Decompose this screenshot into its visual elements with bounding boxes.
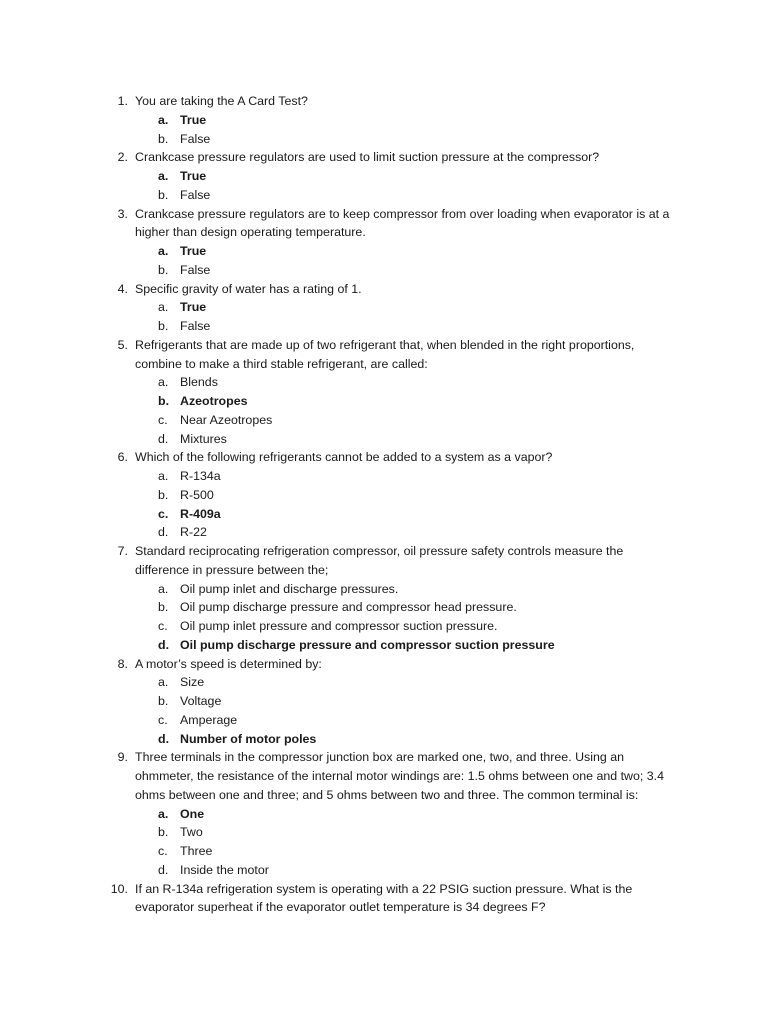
question-body: You are taking the A Card Test? [135, 94, 308, 108]
option-text: Oil pump discharge pressure and compressor suction pressure [180, 637, 555, 652]
option-text: Mixtures [180, 431, 227, 446]
answer-option [0, 261, 768, 280]
option-text: Oil pump discharge pressure and compressor head pressure. [180, 600, 517, 615]
option-letter: c. [158, 844, 168, 858]
answer-option [0, 523, 768, 542]
option-text: Oil pump inlet and discharge pressures. [180, 581, 399, 596]
question-body: Standard reciprocating refrigeration compressor, oil pressure safety controls measure the difference in pressure between the; [135, 544, 624, 577]
option-text: True [180, 112, 207, 127]
question-text [0, 205, 768, 243]
answer-option [0, 430, 768, 449]
answer-option [0, 130, 768, 149]
question-item [0, 748, 768, 879]
option-text: One [180, 806, 205, 821]
option-letter: a. [158, 806, 169, 821]
answer-options [0, 373, 768, 448]
answer-option [0, 861, 768, 880]
option-letter: a. [158, 469, 169, 483]
option-letter: c. [158, 619, 168, 633]
option-text: Three [180, 844, 213, 858]
answer-option-correct [0, 167, 768, 186]
answer-option [0, 186, 768, 205]
answer-options [0, 673, 768, 748]
document-page [0, 92, 768, 917]
answer-option-correct [0, 111, 768, 130]
question-text [0, 336, 768, 374]
option-text: False [180, 262, 211, 277]
question-item [0, 448, 768, 542]
question-item [0, 880, 768, 918]
option-letter: b. [158, 394, 170, 408]
option-letter: a. [158, 375, 169, 390]
answer-option-correct [0, 730, 768, 749]
option-text: R-500 [180, 487, 214, 502]
question-number: 4. [117, 281, 128, 296]
option-letter: a. [158, 244, 169, 258]
question-body: A motor’s speed is determined by: [135, 656, 322, 671]
question-text [0, 92, 768, 111]
answer-options [0, 467, 768, 542]
option-letter: c. [158, 412, 168, 427]
question-number: 6. [117, 450, 128, 465]
option-text: R-409a [180, 506, 221, 521]
question-text [0, 880, 768, 918]
question-item [0, 336, 768, 449]
option-text: Size [180, 675, 205, 690]
question-item [0, 148, 768, 204]
option-text: True [180, 169, 207, 183]
question-body: Three terminals in the compressor junction box are marked one, two, and three. Using an ohmmeter, the resistance of the internal motor windings are: 1.5 ohms between one and two; 3.4 ohms between one and three; and 5 ohms between two and three. The common terminal is: [135, 750, 664, 802]
answer-option [0, 317, 768, 336]
question-number: 1. [117, 94, 128, 108]
option-letter: a. [158, 169, 169, 183]
option-text: Two [180, 825, 203, 840]
option-text: Number of motor poles [180, 731, 317, 746]
option-letter: d. [158, 731, 170, 746]
option-letter: b. [158, 187, 169, 202]
option-letter: a. [158, 300, 169, 315]
answer-option-correct [0, 392, 768, 411]
option-letter: d. [158, 525, 169, 540]
question-item [0, 205, 768, 280]
option-letter: d. [158, 431, 169, 446]
question-text [0, 448, 768, 467]
option-text: Azeotropes [180, 394, 248, 408]
option-letter: a. [158, 581, 169, 596]
question-number: 10. [110, 881, 128, 896]
question-body: Crankcase pressure regulators are to keep compressor from over loading when evaporator is at a higher than design operating temperature. [135, 206, 670, 240]
option-text: True [180, 300, 207, 315]
option-letter: c. [158, 506, 169, 521]
option-text: True [180, 244, 207, 258]
answer-option-correct [0, 298, 768, 317]
question-text [0, 655, 768, 674]
answer-option-correct [0, 505, 768, 524]
option-text: False [180, 187, 211, 202]
question-text [0, 280, 768, 299]
answer-option-correct [0, 636, 768, 655]
answer-option-correct [0, 805, 768, 824]
answer-options [0, 167, 768, 205]
answer-option [0, 692, 768, 711]
answer-option [0, 823, 768, 842]
question-number: 3. [117, 206, 128, 221]
question-body: Refrigerants that are made up of two refrigerant that, when blended in the right proportions, combine to make a third stable refrigerant, are called: [135, 337, 635, 371]
option-text: Near Azeotropes [180, 412, 273, 427]
option-text: Oil pump inlet pressure and compressor suction pressure. [180, 619, 498, 633]
option-letter: a. [158, 675, 169, 690]
answer-option [0, 580, 768, 599]
question-text [0, 748, 768, 804]
question-item [0, 92, 768, 148]
option-text: False [180, 131, 211, 146]
option-letter: b. [158, 262, 169, 277]
option-letter: b. [158, 319, 169, 333]
answer-options [0, 242, 768, 280]
question-item [0, 542, 768, 655]
answer-option [0, 486, 768, 505]
option-letter: b. [158, 487, 169, 502]
question-body: If an R-134a refrigeration system is operating with a 22 PSIG suction pressure. What is the evaporator superheat if the evaporator outlet temperature is 34 degrees F? [135, 881, 633, 915]
option-text: Inside the motor [180, 862, 269, 877]
option-text: Amperage [180, 712, 238, 727]
question-text [0, 542, 768, 580]
answer-option [0, 673, 768, 692]
option-letter: d. [158, 862, 169, 877]
option-letter: b. [158, 600, 169, 615]
question-body: Specific gravity of water has a rating of 1. [135, 281, 362, 296]
answer-options [0, 805, 768, 880]
option-letter: c. [158, 712, 168, 727]
option-letter: a. [158, 112, 169, 127]
option-letter: b. [158, 825, 169, 840]
question-text [0, 148, 768, 167]
question-body: Crankcase pressure regulators are used to limit suction pressure at the compressor? [135, 150, 600, 165]
question-number: 9. [117, 750, 128, 765]
option-text: False [180, 319, 211, 333]
question-number: 7. [117, 544, 128, 558]
option-text: Blends [180, 375, 218, 390]
answer-option [0, 598, 768, 617]
question-item [0, 280, 768, 336]
question-body: Which of the following refrigerants cannot be added to a system as a vapor? [135, 450, 553, 465]
answer-options [0, 580, 768, 655]
option-letter: d. [158, 637, 170, 652]
option-text: Voltage [180, 694, 222, 708]
answer-options [0, 111, 768, 149]
answer-option [0, 411, 768, 430]
answer-option [0, 373, 768, 392]
answer-option [0, 467, 768, 486]
question-number: 2. [117, 150, 128, 165]
option-letter: b. [158, 694, 169, 708]
answer-option [0, 842, 768, 861]
option-letter: b. [158, 131, 169, 146]
option-text: R-134a [180, 469, 221, 483]
answer-option [0, 617, 768, 636]
answer-option-correct [0, 242, 768, 261]
question-item [0, 655, 768, 749]
question-number: 5. [117, 337, 128, 352]
answer-option [0, 711, 768, 730]
question-number: 8. [117, 656, 128, 671]
answer-options [0, 298, 768, 336]
option-text: R-22 [180, 525, 207, 540]
